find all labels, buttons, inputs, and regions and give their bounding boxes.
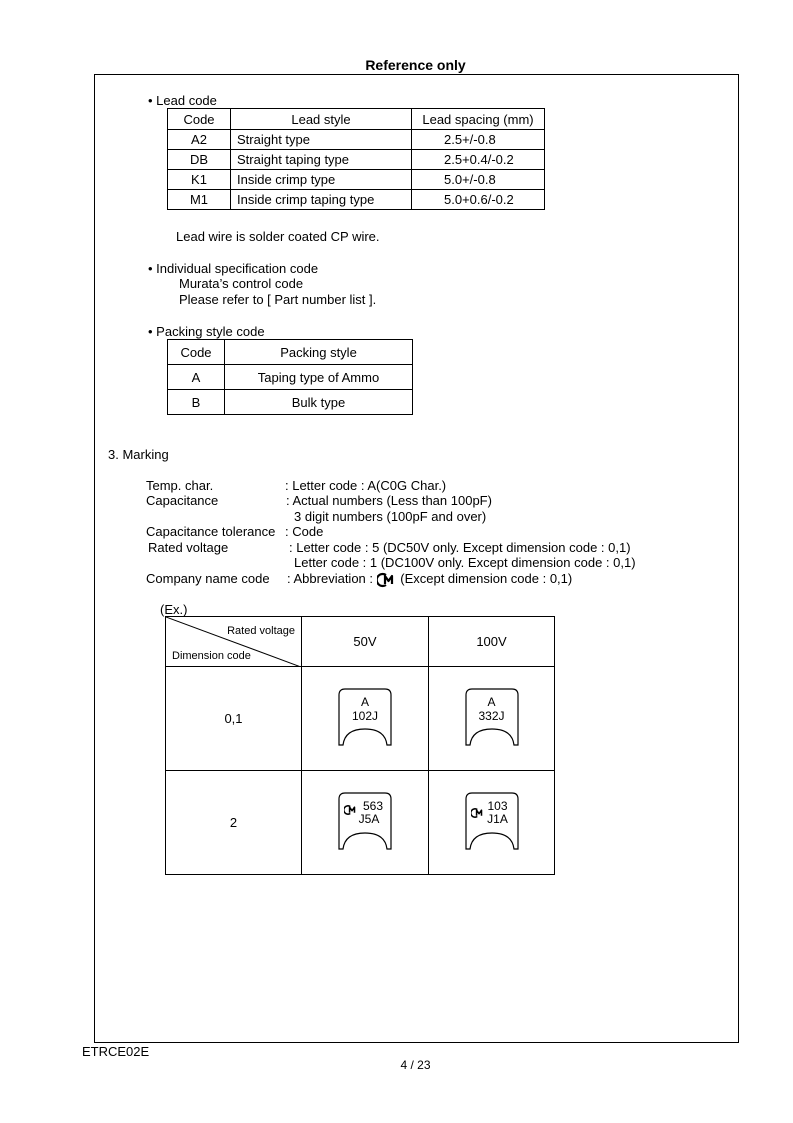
marking-heading: 3. Marking	[108, 447, 169, 462]
marking-value-rated-voltage: : Letter code : 5 (DC50V only. Except dimension code : 0,1)	[289, 540, 631, 555]
cell-lead-style: Straight taping type	[231, 150, 412, 170]
packing-heading: • Packing style code	[148, 324, 265, 339]
example-table	[165, 616, 555, 875]
marking-label-tolerance: Capacitance tolerance	[146, 524, 276, 539]
chip-marking	[464, 791, 520, 851]
marking-value-rated-voltage-2: Letter code : 1 (DC100V only. Except dimension code : 0,1)	[294, 555, 636, 570]
cell-packing-style: Taping type of Ammo	[225, 365, 413, 390]
col-header-lead-style: Lead style	[231, 109, 412, 130]
lead-code-heading-text: Lead code	[156, 93, 217, 108]
cell-code: K1	[168, 170, 231, 190]
packing-heading-text: Packing style code	[156, 324, 265, 339]
marking-value-company	[287, 571, 572, 588]
individual-spec-line1: Murata’s control code	[179, 276, 304, 291]
dimension-cell-0-1: 0,1	[166, 667, 302, 771]
marking-label-capacitance: Capacitance	[146, 493, 219, 508]
dimension-cell-2: 2	[166, 771, 302, 875]
marking-label-rated-voltage: Rated voltage	[148, 540, 229, 555]
chip-line2: J5A	[358, 812, 380, 826]
voltage-header-100v: 100V	[429, 617, 555, 667]
cell-lead-style: Inside crimp taping type	[231, 190, 412, 210]
col-header-lead-spacing: Lead spacing (mm)	[412, 109, 545, 130]
chip-marking	[464, 687, 520, 747]
cell-lead-spacing: 5.0+/-0.8	[412, 170, 545, 190]
cell-code: A	[168, 365, 225, 390]
marking-value-capacitance: : Actual numbers (Less than 100pF)	[286, 493, 492, 508]
murata-logo-icon	[377, 572, 397, 588]
packing-table	[167, 339, 413, 415]
lead-wire-note: Lead wire is solder coated CP wire.	[176, 229, 380, 244]
table-header-row	[168, 109, 545, 130]
chip-line1: A	[360, 695, 369, 709]
chip-cell	[302, 667, 429, 771]
chip-line2: J1A	[487, 812, 508, 826]
table-row	[168, 190, 545, 210]
cell-lead-style: Inside crimp type	[231, 170, 412, 190]
cell-lead-style: Straight type	[231, 130, 412, 150]
cell-code: DB	[168, 150, 231, 170]
chip-line1: A	[487, 695, 496, 709]
col-header-code: Code	[168, 340, 225, 365]
individual-spec-line2: Please refer to [ Part number list ].	[179, 292, 377, 307]
col-header-code: Code	[168, 109, 231, 130]
marking-value-capacitance-2: 3 digit numbers (100pF and over)	[294, 509, 487, 524]
chip-marking	[337, 687, 393, 747]
chip-line2: 332J	[478, 709, 505, 723]
chip-marking	[337, 791, 393, 851]
marking-value-temp-char: : Letter code : A(C0G Char.)	[285, 478, 447, 493]
marking-label-company: Company name code	[146, 571, 270, 586]
table-row	[168, 390, 413, 415]
chip-line1: 563	[362, 799, 384, 813]
chip-cell	[429, 771, 555, 875]
marking-value-tolerance: : Code	[285, 524, 324, 539]
table-row	[168, 365, 413, 390]
cell-lead-spacing: 2.5+/-0.8	[412, 130, 545, 150]
lead-code-table	[167, 108, 545, 210]
table-header-row	[168, 340, 413, 365]
col-header-packing-style: Packing style	[225, 340, 413, 365]
marking-value-company-suffix: (Except dimension code : 0,1)	[400, 571, 573, 586]
table-row	[168, 150, 545, 170]
marking-value-company-text: : Abbreviation :	[287, 571, 373, 586]
example-label: (Ex.)	[160, 602, 188, 617]
voltage-header-50v: 50V	[302, 617, 429, 667]
individual-spec-heading: • Individual specification code	[148, 261, 319, 276]
corner-rated-voltage: Rated voltage	[227, 625, 295, 637]
marking-label-temp-char: Temp. char.	[146, 478, 214, 493]
chip-cell	[302, 771, 429, 875]
corner-dimension-code: Dimension code	[172, 650, 251, 662]
page-number: 4 / 23	[400, 1058, 431, 1072]
chip-line2: 102J	[351, 709, 379, 723]
individual-spec-heading-text: Individual specification code	[156, 261, 319, 276]
example-corner-cell	[166, 617, 302, 667]
table-row	[168, 130, 545, 150]
cell-code: B	[168, 390, 225, 415]
footer-doc-code: ETRCE02E	[82, 1044, 150, 1059]
lead-code-heading: • Lead code	[148, 93, 217, 108]
page-header-title: Reference only	[365, 57, 466, 73]
cell-lead-spacing: 5.0+0.6/-0.2	[412, 190, 545, 210]
cell-code: M1	[168, 190, 231, 210]
cell-packing-style: Bulk type	[225, 390, 413, 415]
chip-line1: 103	[487, 799, 508, 813]
cell-code: A2	[168, 130, 231, 150]
chip-cell	[429, 667, 555, 771]
table-row	[168, 170, 545, 190]
cell-lead-spacing: 2.5+0.4/-0.2	[412, 150, 545, 170]
